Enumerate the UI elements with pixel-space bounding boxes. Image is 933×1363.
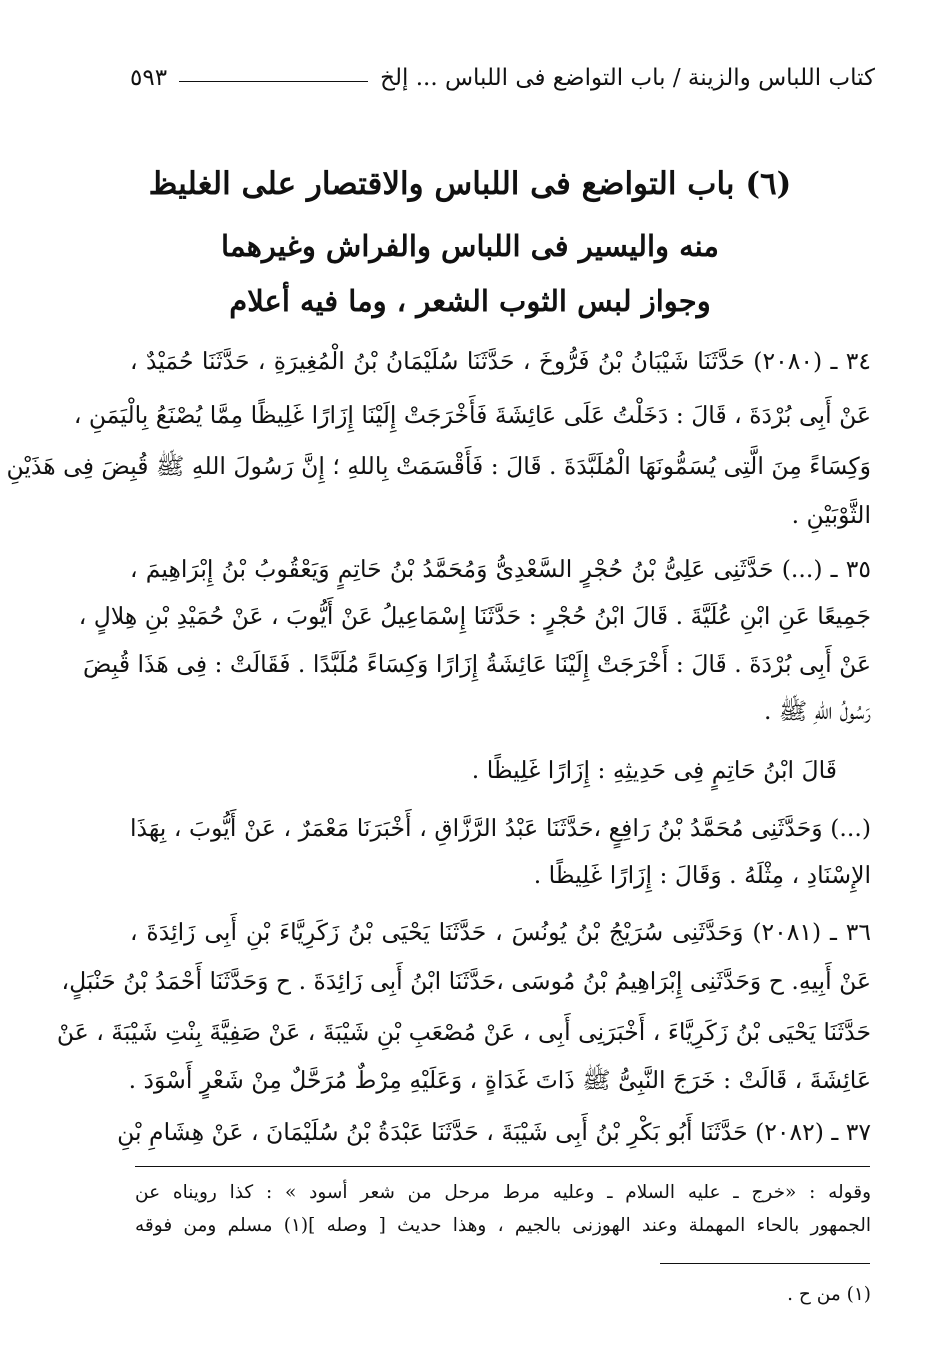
commentary-separator — [135, 1166, 870, 1167]
chapter-title-line-1: (٦) باب التواضع فى اللباس والاقتصار على الغليظ — [148, 166, 792, 202]
hadith-35-line-4: رَسُولُ اللهِ ﷺ . — [763, 697, 871, 725]
hadith-36-line-4: عَائِشَةَ ، قَالَتْ : خَرَجَ النَّبِىُّ ﷺ ذَاتَ غَدَاةٍ ، وَعَلَيْهِ مِرْطٌ مُرَحَّلٌ مِنْ شَعْرٍ أَسْوَدَ . — [128, 1066, 871, 1094]
hadith-35b-line-1: (...) وَحَدَّثَنِى مُحَمَّدُ بْنُ رَافِعٍ ،حَدَّثَنَا عَبْدُ الرَّزَّاقِ ، أَخْبَرَنَا مَعْمَرٌ ، عَنْ أَيُّوبَ ، بِهَذَا — [130, 814, 871, 842]
page-number: ٥٩٣ — [130, 65, 168, 91]
hadith-34-line-4: الثَّوْبَيْنِ . — [791, 501, 871, 529]
header-rule — [179, 81, 368, 82]
hadith-35-line-3: عَنْ أَبِى بُرْدَةَ . قَالَ : أَخْرَجَتْ إِلَيْنَا عَائِشَةُ إِزَارًا وَكِسَاءً مُلَبَّدًا . فَقَالَتْ : فِى هَذَا قُبِضَ — [82, 650, 871, 678]
chapter-title-line-3: وجواز لبس الثوب الشعر ، وما فيه أعلام — [229, 284, 711, 318]
hadith-36-line-2: عَنْ أَبِيهِ. ح وَحَدَّثَنِى إِبْرَاهِيمُ بْنُ مُوسَى ،حَدَّثَنَا ابْنُ أَبِى زَائِدَةَ . ح وَحَدَّثَنَا أَحْمَدُ بْنُ حَنْبَلٍ، — [61, 967, 871, 995]
commentary-line-2: الجمهور بالحاء المهملة وعند الهوزنى بالجيم ، وهذا حديث [ وصله ](١) مسلم ومن فوقه — [135, 1215, 871, 1236]
hadith-34-line-1: ٣٤ ـ (٢٠٨٠) حَدَّثَنَا شَيْبَانُ بْنُ فَرُّوخَ ، حَدَّثَنَا سُلَيْمَانُ بْنُ الْمُغِيرَةِ ، حَدَّثَنَا حُمَيْدٌ ، — [130, 347, 872, 375]
hadith-34-line-3: وَكِسَاءً مِنَ الَّتِى يُسَمُّونَهَا الْمُلَبَّدَةَ . قَالَ : فَأَقْسَمَتْ بِاللهِ ؛ إِنَّ رَسُولَ اللهِ ﷺ قُبِضَ فِى هَذَيْنِ — [6, 452, 871, 480]
hadith-35-line-2: جَمِيعًا عَنِ ابْنِ عُلَيَّةَ . قَالَ ابْنُ حُجْرٍ : حَدَّثَنَا إِسْمَاعِيلُ عَنْ أَيُّوبَ ، عَنْ حُمَيْدِ بْنِ هِلالٍ ، — [78, 602, 871, 630]
hadith-35-note-line: قَالَ ابْنُ حَاتِمٍ فِى حَدِيثِهِ : إِزَارًا غَلِيظًا . — [471, 756, 837, 784]
hadith-36-line-3: حَدَّثَنَا يَحْيَى بْنُ زَكَرِيَّاءَ ، أَخْبَرَنِى أَبِى ، عَنْ مُصْعَبِ بْنِ شَيْبَةَ ، عَنْ صَفِيَّةَ بِنْتِ شَيْبَةَ ، عَنْ — [56, 1018, 871, 1046]
chapter-title-line-2: منه واليسير فى اللباس والفراش وغيرهما — [221, 229, 719, 263]
hadith-37-line-1: ٣٧ ـ (٢٠٨٢) حَدَّثَنَا أَبُو بَكْرِ بْنُ أَبِى شَيْبَةَ ، حَدَّثَنَا عَبْدَةُ بْنُ سُلَيْمَانَ ، عَنْ هِشَامِ بْنِ — [117, 1118, 871, 1146]
hadith-34-line-2: عَنْ أَبِى بُرْدَةَ ، قَالَ : دَخَلْتُ عَلَى عَائِشَةَ فَأَخْرَجَتْ إِلَيْنَا إِزَارًا غَلِيظًا مِمَّا يُصْنَعُ بِالْيَمَنِ ، — [73, 401, 871, 429]
hadith-35-line-1: ٣٥ ـ (...) حَدَّثَنِى عَلِىُّ بْنُ حُجْرٍ السَّعْدِىُّ وَمُحَمَّدُ بْنُ حَاتِمٍ وَيَعْقُوبُ بْنُ إِبْرَاهِيمَ ، — [130, 555, 871, 583]
page-header — [130, 58, 875, 98]
hadith-36-line-1: ٣٦ ـ (٢٠٨١) وَحَدَّثَنِى سُرَيْجُ بْنُ يُونُسَ ، حَدَّثَنَا يَحْيَى بْنُ زَكَرِيَّاءَ بْنِ أَبِى زَائِدَةَ ، — [130, 918, 871, 946]
hadith-35b-line-2: الإِسْنَادِ ، مِثْلَهُ . وَقَالَ : إِزَارًا غَلِيظًا . — [533, 861, 871, 889]
running-title: كتاب اللباس والزينة / باب التواضع فى اللباس ... إلخ — [380, 65, 875, 91]
footnote: (١) من ح . — [787, 1284, 871, 1305]
commentary-line-1: وقوله : «خرج ـ عليه السلام ـ وعليه مرط مرحل من شعر أسود » : كذا رويناه عن — [135, 1182, 871, 1203]
footnote-separator — [660, 1263, 870, 1264]
